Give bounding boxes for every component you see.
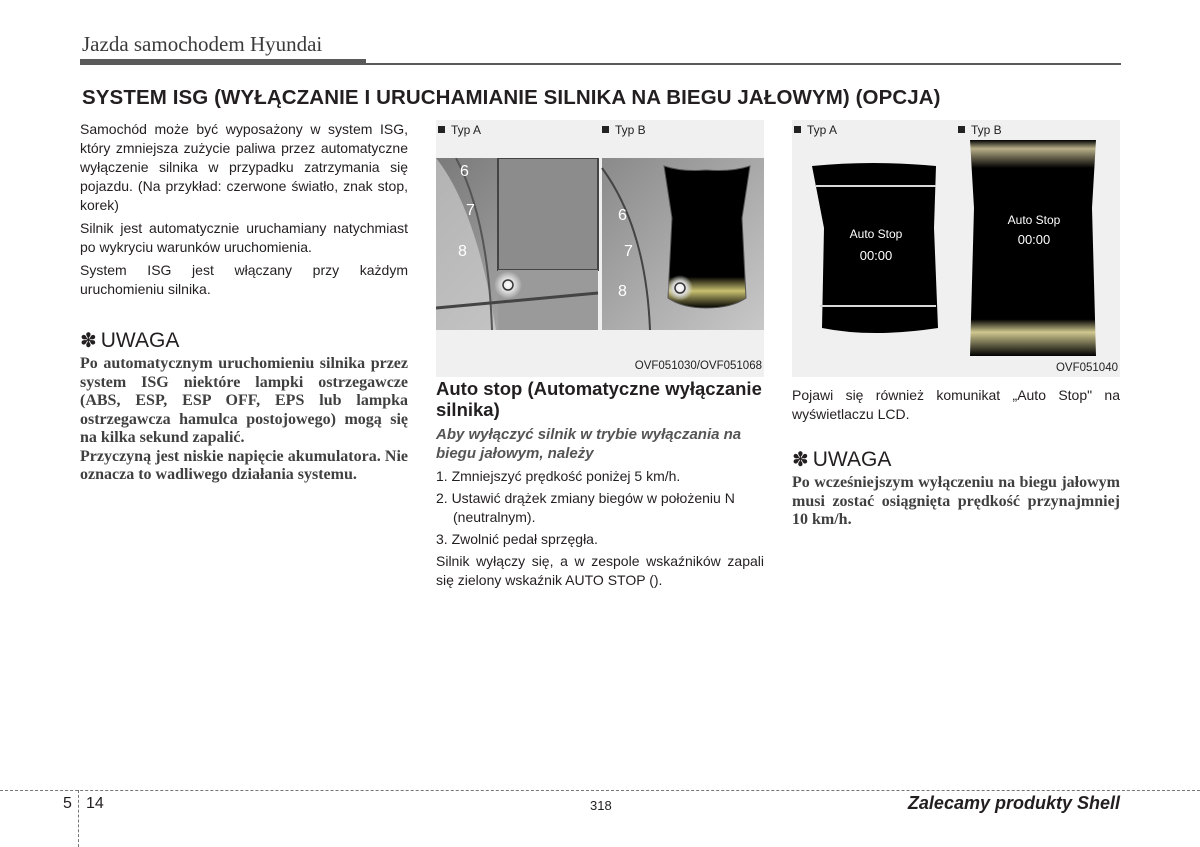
asterisk-icon: ✽ (792, 449, 809, 471)
lcd-illustration (792, 138, 1120, 366)
footer-divider (78, 790, 79, 847)
header-bar (80, 59, 366, 65)
warning-body-1 (80, 355, 408, 485)
figure-cluster-gauges (436, 120, 764, 377)
warning-heading-label: UWAGA (812, 448, 892, 471)
lcd-b-message: Auto Stop (1007, 213, 1061, 227)
chapter-number: 5 (63, 795, 72, 812)
footer-dashed-rule (0, 790, 1200, 791)
gauge-b-tick-8: 8 (618, 283, 627, 300)
figure-lcd-displays (792, 120, 1120, 377)
cluster-illustration (436, 158, 764, 330)
warning-body-2: Po wcześniejszym wyłączeniu na biegu jałowym musi zostać osiągnięta prędkość przynajmniej 10 km/h. (792, 474, 1120, 528)
gauge-b-tick-6: 6 (618, 207, 627, 224)
lcd-message-text: Pojawi się również komunikat „Auto Stop" na wyświetlaczu LCD. (792, 387, 1120, 422)
autostop-subheading: Aby wyłączyć silnik w trybie wyłączania na biegu jałowym, należy (436, 426, 742, 462)
lcd-a-message: Auto Stop (849, 227, 903, 241)
autostop-heading: Auto stop (Automatyczne wyłączanie silnika) (436, 378, 762, 420)
warning-heading-2 (792, 447, 891, 472)
header-rule (366, 63, 1121, 65)
warning-text-2: Przyczyną jest niskie napięcie akumulatora. Nie oznacza to wadliwego działania systemu. (80, 447, 408, 483)
section-title: SYSTEM ISG (WYŁĄCZANIE I URUCHAMIANIE SILNIKA NA BIEGU JAŁOWYM) (OPCJA) (82, 86, 941, 109)
step-item: 1. Zmniejszyć prędkość poniżej 5 km/h. (436, 468, 681, 484)
intro-paragraph-2: Silnik jest automatycznie uruchamiany natychmiast po wykryciu warunków uruchomienia. (80, 220, 408, 255)
figure-code-2: OVF051040 (1055, 362, 1118, 374)
footer-brand-note: Zalecamy produkty Shell (907, 793, 1120, 813)
autostop-steps (436, 467, 764, 593)
intro-text (80, 120, 408, 303)
warning-heading-label: UWAGA (100, 329, 180, 352)
page-number: 318 (590, 798, 612, 813)
figure2-label-type-b: Typ B (958, 123, 1002, 137)
intro-paragraph-1: Samochód może być wyposażony w system ISG, który zmniejsza zużycie paliwa przez automatyczne wyłączenie silnika w przypadku zatrzymania się pojazdu. (Na przykład: czerwone światło, znak stop, korek) (80, 121, 408, 213)
step-item: 2. Ustawić drążek zmiany biegów w położeniu N (neutralnym). (436, 490, 735, 525)
lcd-a-timer: 00:00 (859, 248, 893, 263)
gauge-a-tick-8: 8 (458, 243, 467, 260)
gauge-b-tick-7: 7 (624, 243, 633, 260)
figure-code-1: OVF051030/OVF051068 (634, 360, 762, 372)
gauge-a-tick-7: 7 (466, 202, 475, 219)
step-item: 3. Zwolnić pedał sprzęgła. (436, 531, 598, 547)
warning-text-1: Po automatycznym uruchomieniu silnika przez system ISG niektóre lampki ostrzegawcze (ABS, ESP, ESP OFF, EPS lub lampka ostrzegawcza hamulca postojowego) mogą się na kilka sekund zapalić. (80, 355, 408, 446)
autostop-result: Silnik wyłączy się, a w zespole wskaźników zapali się zielony wskaźnik AUTO STOP (). (436, 553, 764, 588)
figure-label-type-a: Typ A (438, 123, 481, 137)
lcd-b-timer: 00:00 (1017, 232, 1051, 247)
intro-paragraph-3: System ISG jest włączany przy każdym uruchomieniu silnika. (80, 262, 408, 297)
figure-label-type-b: Typ B (602, 123, 646, 137)
running-header: Jazda samochodem Hyundai (82, 32, 323, 56)
warning-heading-1 (80, 328, 179, 353)
chapter-page: 14 (86, 795, 104, 812)
asterisk-icon: ✽ (80, 330, 97, 352)
figure2-label-type-a: Typ A (794, 123, 837, 137)
gauge-a-tick-6: 6 (460, 163, 469, 180)
